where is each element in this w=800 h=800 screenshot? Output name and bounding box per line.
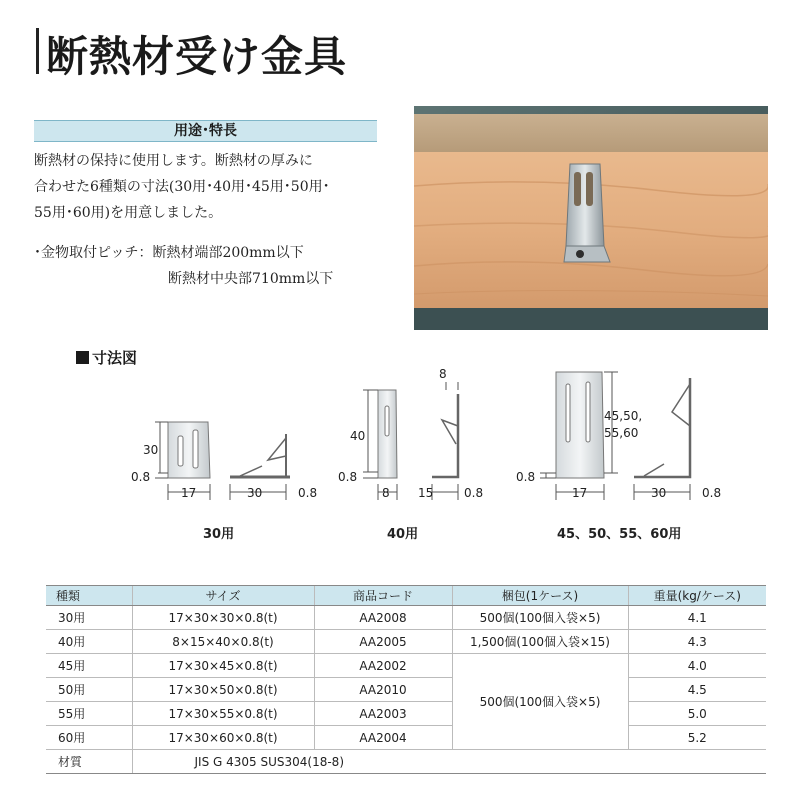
table-row [46,726,766,750]
cell-kind: 45用 [46,654,132,678]
table-row [46,678,766,702]
cell-weight: 5.0 [628,702,766,726]
cell-code: AA2005 [314,630,452,654]
cell-size: 17×30×50×0.8(t) [132,678,314,702]
dimension-drawings [0,360,800,550]
drawing-45-60 [516,372,721,500]
cell-pack: 500個(100個入袋×5) [452,606,628,630]
dim-label: 0.8 [298,486,318,500]
cell-code: AA2003 [314,702,452,726]
dim-label: 45,50, [604,409,643,423]
cell-code: AA2004 [314,726,452,750]
cell-pack: 1,500個(100個入袋×15) [452,630,628,654]
usage-description [34,148,384,226]
table-row [46,606,766,630]
cell-kind: 55用 [46,702,132,726]
caption-45-60: 45、50、55、60用 [557,527,682,542]
dim-label: 0.8 [516,470,536,484]
cell-pack-merged: 500個(100個入袋×5) [452,654,628,750]
cell-weight: 5.2 [628,726,766,750]
dim-label: 0.8 [702,486,722,500]
table-row [46,654,766,678]
cell-kind: 30用 [46,606,132,630]
cell-weight: 4.0 [628,654,766,678]
pitch-line-center: 断熱材中央部710mm以下 [168,271,334,287]
caption-40: 40用 [387,527,419,542]
col-header-kind: 種類 [46,586,132,606]
dim-label: 30 [651,486,667,500]
product-photo [414,106,768,330]
cell-size: 17×30×45×0.8(t) [132,654,314,678]
mounting-pitch [34,240,333,292]
table-header-row [46,586,766,606]
usage-line: 断熱材の保持に使用します。断熱材の厚みに [34,153,313,169]
cell-size: 17×30×60×0.8(t) [132,726,314,750]
col-header-pack: 梱包(1ケース) [452,586,628,606]
cell-size: 17×30×30×0.8(t) [132,606,314,630]
dim-label: 0.8 [131,470,151,484]
cell-size: 8×15×40×0.8(t) [132,630,314,654]
dim-label: 17 [572,486,588,500]
dim-label: 30 [247,486,263,500]
dim-label: 30 [143,443,159,457]
usage-line: 55用･60用)を用意しました。 [34,205,223,221]
dimensions-heading-text: 寸法図 [92,349,138,367]
pitch-line-edge: ･金物取付ピッチ：断熱材端部200mm以下 [34,245,304,261]
material-label: 材質 [46,750,132,774]
caption-30: 30用 [203,527,235,542]
col-header-size: サイズ [132,586,314,606]
col-header-weight: 重量(kg/ケース) [628,586,766,606]
material-value: JIS G 4305 SUS304(18-8) [132,750,766,774]
dim-label: 8 [382,486,390,500]
cell-code: AA2008 [314,606,452,630]
cell-kind: 50用 [46,678,132,702]
usage-line: 合わせた6種類の寸法(30用･40用･45用･50用･ [34,179,330,195]
cell-code: AA2010 [314,678,452,702]
drawing-40 [338,367,483,500]
col-header-code: 商品コード [314,586,452,606]
dim-label: 0.8 [464,486,484,500]
table-row [46,702,766,726]
cell-kind: 40用 [46,630,132,654]
title-accent-bar [36,28,39,74]
dim-label: 17 [181,486,197,500]
table-row [46,630,766,654]
cell-size: 17×30×55×0.8(t) [132,702,314,726]
cell-weight: 4.1 [628,606,766,630]
cell-code: AA2002 [314,654,452,678]
cell-weight: 4.3 [628,630,766,654]
page-title: 断熱材受け金具 [46,32,348,81]
cell-kind: 60用 [46,726,132,750]
dim-label: 8 [439,367,447,381]
material-row [46,750,766,774]
usage-heading: 用途･特長 [34,120,377,142]
bracket-on-wood-photo-icon [414,106,768,330]
dim-label: 40 [350,429,366,443]
dim-label: 15 [418,486,434,500]
dim-label: 55,60 [604,426,639,440]
spec-table [46,585,766,774]
drawing-30 [131,422,317,500]
dim-label: 0.8 [338,470,358,484]
cell-weight: 4.5 [628,678,766,702]
